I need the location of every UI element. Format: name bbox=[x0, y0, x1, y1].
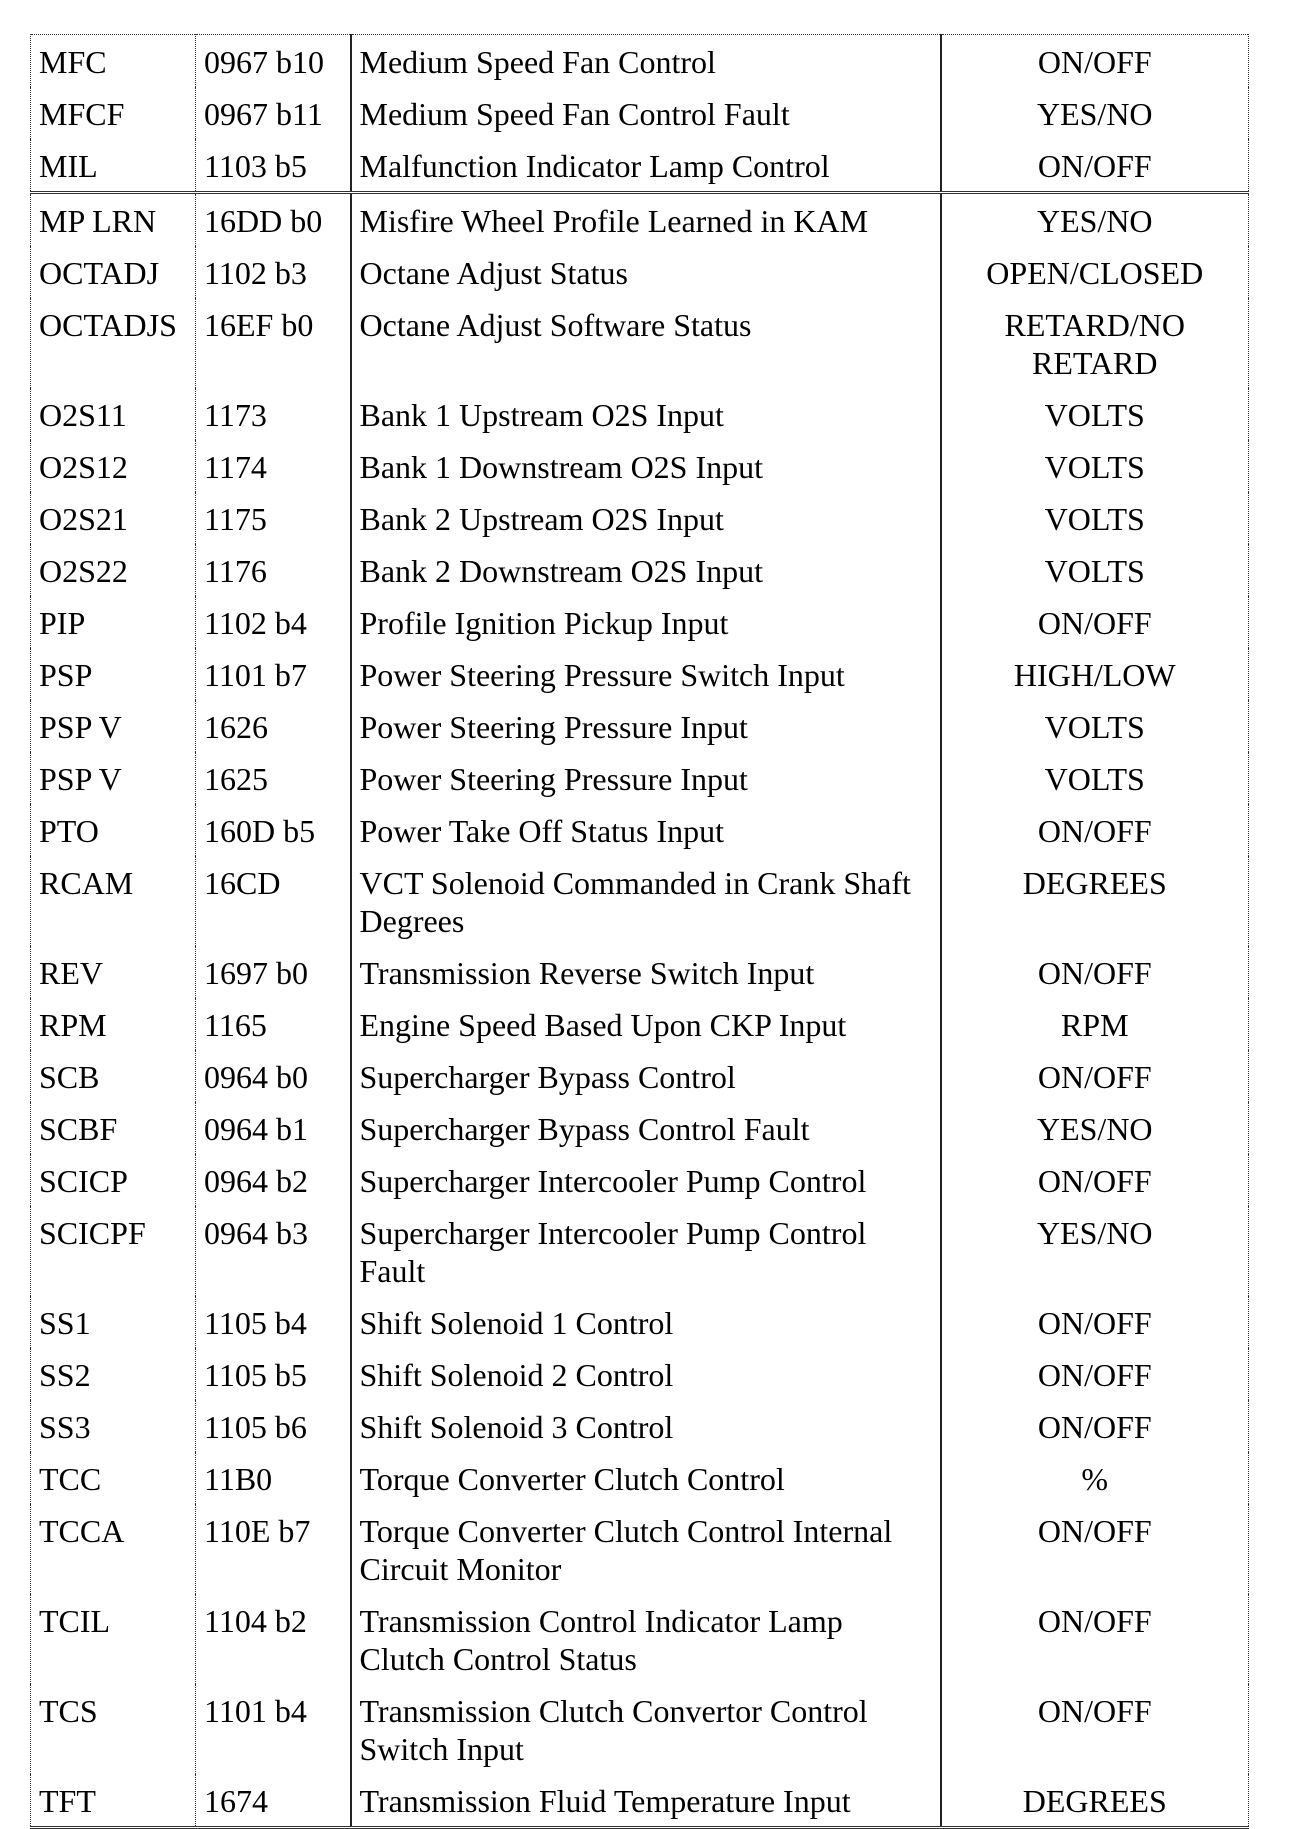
pid-cell: 160D b5 bbox=[196, 804, 351, 856]
table-row bbox=[31, 1684, 1249, 1774]
description-cell: Medium Speed Fan Control bbox=[351, 35, 941, 88]
table-row bbox=[31, 246, 1249, 298]
pid-cell: 1103 b5 bbox=[196, 139, 351, 193]
pid-cell: 16DD b0 bbox=[196, 193, 351, 247]
acronym-cell: TCC bbox=[31, 1452, 196, 1504]
description-cell: Misfire Wheel Profile Learned in KAM bbox=[351, 193, 941, 247]
description-cell: Transmission Clutch Convertor Control Switch Input bbox=[351, 1684, 941, 1774]
acronym-cell: MP LRN bbox=[31, 193, 196, 247]
table-row bbox=[31, 752, 1249, 804]
pid-cell: 1174 bbox=[196, 440, 351, 492]
table-row bbox=[31, 596, 1249, 648]
units-cell: DEGREES bbox=[941, 856, 1249, 946]
table-row bbox=[31, 1504, 1249, 1594]
description-cell: Shift Solenoid 3 Control bbox=[351, 1400, 941, 1452]
units-cell: ON/OFF bbox=[941, 1684, 1249, 1774]
table-row bbox=[31, 700, 1249, 752]
units-cell: YES/NO bbox=[941, 193, 1249, 247]
acronym-cell: TCIL bbox=[31, 1594, 196, 1684]
description-cell: Shift Solenoid 1 Control bbox=[351, 1296, 941, 1348]
pid-cell: 1175 bbox=[196, 492, 351, 544]
units-cell: DEGREES bbox=[941, 1774, 1249, 1828]
units-cell: YES/NO bbox=[941, 87, 1249, 139]
acronym-cell: SS1 bbox=[31, 1296, 196, 1348]
table-row bbox=[31, 1400, 1249, 1452]
pid-table-body bbox=[31, 35, 1249, 1828]
description-cell: Profile Ignition Pickup Input bbox=[351, 596, 941, 648]
acronym-cell: RPM bbox=[31, 998, 196, 1050]
pid-cell: 1102 b4 bbox=[196, 596, 351, 648]
table-row bbox=[31, 440, 1249, 492]
units-cell: VOLTS bbox=[941, 544, 1249, 596]
table-row bbox=[31, 1296, 1249, 1348]
description-cell: Supercharger Bypass Control bbox=[351, 1050, 941, 1102]
acronym-cell: SCBF bbox=[31, 1102, 196, 1154]
pid-cell: 1697 b0 bbox=[196, 946, 351, 998]
table-row bbox=[31, 193, 1249, 247]
description-cell: Octane Adjust Status bbox=[351, 246, 941, 298]
description-cell: Power Take Off Status Input bbox=[351, 804, 941, 856]
pid-table bbox=[30, 34, 1249, 1829]
pid-cell: 1625 bbox=[196, 752, 351, 804]
description-cell: Medium Speed Fan Control Fault bbox=[351, 87, 941, 139]
pid-cell: 1105 b6 bbox=[196, 1400, 351, 1452]
units-cell: RPM bbox=[941, 998, 1249, 1050]
pid-cell: 1626 bbox=[196, 700, 351, 752]
units-cell: ON/OFF bbox=[941, 1296, 1249, 1348]
pid-cell: 0964 b0 bbox=[196, 1050, 351, 1102]
table-row bbox=[31, 1774, 1249, 1828]
description-cell: Power Steering Pressure Input bbox=[351, 752, 941, 804]
description-cell: Supercharger Bypass Control Fault bbox=[351, 1102, 941, 1154]
acronym-cell: PSP V bbox=[31, 700, 196, 752]
description-cell: Supercharger Intercooler Pump Control bbox=[351, 1154, 941, 1206]
acronym-cell: TCCA bbox=[31, 1504, 196, 1594]
pid-cell: 0967 b10 bbox=[196, 35, 351, 88]
acronym-cell: MIL bbox=[31, 139, 196, 193]
acronym-cell: O2S12 bbox=[31, 440, 196, 492]
units-cell: VOLTS bbox=[941, 440, 1249, 492]
units-cell: ON/OFF bbox=[941, 946, 1249, 998]
acronym-cell: PIP bbox=[31, 596, 196, 648]
table-row bbox=[31, 139, 1249, 193]
units-cell: OPEN/CLOSED bbox=[941, 246, 1249, 298]
pid-cell: 0964 b3 bbox=[196, 1206, 351, 1296]
pid-cell: 1104 b2 bbox=[196, 1594, 351, 1684]
units-cell: ON/OFF bbox=[941, 804, 1249, 856]
pid-cell: 16CD bbox=[196, 856, 351, 946]
units-cell: ON/OFF bbox=[941, 35, 1249, 88]
units-cell: YES/NO bbox=[941, 1206, 1249, 1296]
description-cell: Supercharger Intercooler Pump Control Fault bbox=[351, 1206, 941, 1296]
description-cell: VCT Solenoid Commanded in Crank Shaft Degrees bbox=[351, 856, 941, 946]
pid-cell: 1101 b7 bbox=[196, 648, 351, 700]
units-cell: ON/OFF bbox=[941, 1348, 1249, 1400]
description-cell: Bank 1 Upstream O2S Input bbox=[351, 388, 941, 440]
units-cell: VOLTS bbox=[941, 388, 1249, 440]
units-cell: ON/OFF bbox=[941, 1504, 1249, 1594]
description-cell: Torque Converter Clutch Control Internal Circuit Monitor bbox=[351, 1504, 941, 1594]
acronym-cell: OCTADJS bbox=[31, 298, 196, 388]
acronym-cell: SCICPF bbox=[31, 1206, 196, 1296]
acronym-cell: MFC bbox=[31, 35, 196, 88]
table-row bbox=[31, 946, 1249, 998]
pid-cell: 1105 b4 bbox=[196, 1296, 351, 1348]
acronym-cell: RCAM bbox=[31, 856, 196, 946]
pid-cell: 1674 bbox=[196, 1774, 351, 1828]
acronym-cell: O2S21 bbox=[31, 492, 196, 544]
description-cell: Power Steering Pressure Input bbox=[351, 700, 941, 752]
description-cell: Bank 2 Downstream O2S Input bbox=[351, 544, 941, 596]
pid-cell: 1173 bbox=[196, 388, 351, 440]
pid-cell: 0967 b11 bbox=[196, 87, 351, 139]
acronym-cell: OCTADJ bbox=[31, 246, 196, 298]
description-cell: Octane Adjust Software Status bbox=[351, 298, 941, 388]
table-row bbox=[31, 1594, 1249, 1684]
acronym-cell: SCB bbox=[31, 1050, 196, 1102]
acronym-cell: TFT bbox=[31, 1774, 196, 1828]
pid-cell: 0964 b1 bbox=[196, 1102, 351, 1154]
acronym-cell: SCICP bbox=[31, 1154, 196, 1206]
table-row bbox=[31, 35, 1249, 88]
units-cell: HIGH/LOW bbox=[941, 648, 1249, 700]
description-cell: Bank 2 Upstream O2S Input bbox=[351, 492, 941, 544]
acronym-cell: MFCF bbox=[31, 87, 196, 139]
units-cell: ON/OFF bbox=[941, 1400, 1249, 1452]
table-row bbox=[31, 856, 1249, 946]
pid-cell: 0964 b2 bbox=[196, 1154, 351, 1206]
description-cell: Power Steering Pressure Switch Input bbox=[351, 648, 941, 700]
description-cell: Bank 1 Downstream O2S Input bbox=[351, 440, 941, 492]
pid-cell: 11B0 bbox=[196, 1452, 351, 1504]
table-row bbox=[31, 388, 1249, 440]
document-page bbox=[30, 34, 1248, 1829]
pid-cell: 110E b7 bbox=[196, 1504, 351, 1594]
acronym-cell: PTO bbox=[31, 804, 196, 856]
table-row bbox=[31, 87, 1249, 139]
table-row bbox=[31, 1154, 1249, 1206]
units-cell: % bbox=[941, 1452, 1249, 1504]
table-row bbox=[31, 1348, 1249, 1400]
table-row bbox=[31, 1452, 1249, 1504]
acronym-cell: PSP V bbox=[31, 752, 196, 804]
description-cell: Transmission Control Indicator Lamp Clutch Control Status bbox=[351, 1594, 941, 1684]
pid-cell: 1105 b5 bbox=[196, 1348, 351, 1400]
acronym-cell: SS3 bbox=[31, 1400, 196, 1452]
pid-cell: 1101 b4 bbox=[196, 1684, 351, 1774]
table-row bbox=[31, 492, 1249, 544]
acronym-cell: O2S22 bbox=[31, 544, 196, 596]
table-row bbox=[31, 648, 1249, 700]
units-cell: VOLTS bbox=[941, 492, 1249, 544]
units-cell: VOLTS bbox=[941, 752, 1249, 804]
table-row bbox=[31, 1050, 1249, 1102]
acronym-cell: SS2 bbox=[31, 1348, 196, 1400]
pid-cell: 1176 bbox=[196, 544, 351, 596]
description-cell: Transmission Fluid Temperature Input bbox=[351, 1774, 941, 1828]
table-row bbox=[31, 298, 1249, 388]
units-cell: ON/OFF bbox=[941, 139, 1249, 193]
acronym-cell: TCS bbox=[31, 1684, 196, 1774]
pid-cell: 1165 bbox=[196, 998, 351, 1050]
pid-cell: 16EF b0 bbox=[196, 298, 351, 388]
table-row bbox=[31, 998, 1249, 1050]
units-cell: ON/OFF bbox=[941, 596, 1249, 648]
acronym-cell: REV bbox=[31, 946, 196, 998]
table-row bbox=[31, 544, 1249, 596]
pid-cell: 1102 b3 bbox=[196, 246, 351, 298]
table-row bbox=[31, 804, 1249, 856]
description-cell: Transmission Reverse Switch Input bbox=[351, 946, 941, 998]
units-cell: ON/OFF bbox=[941, 1050, 1249, 1102]
table-row bbox=[31, 1206, 1249, 1296]
units-cell: VOLTS bbox=[941, 700, 1249, 752]
description-cell: Engine Speed Based Upon CKP Input bbox=[351, 998, 941, 1050]
acronym-cell: PSP bbox=[31, 648, 196, 700]
description-cell: Malfunction Indicator Lamp Control bbox=[351, 139, 941, 193]
units-cell: RETARD/NO RETARD bbox=[941, 298, 1249, 388]
units-cell: YES/NO bbox=[941, 1102, 1249, 1154]
table-row bbox=[31, 1102, 1249, 1154]
description-cell: Torque Converter Clutch Control bbox=[351, 1452, 941, 1504]
units-cell: ON/OFF bbox=[941, 1154, 1249, 1206]
units-cell: ON/OFF bbox=[941, 1594, 1249, 1684]
description-cell: Shift Solenoid 2 Control bbox=[351, 1348, 941, 1400]
acronym-cell: O2S11 bbox=[31, 388, 196, 440]
